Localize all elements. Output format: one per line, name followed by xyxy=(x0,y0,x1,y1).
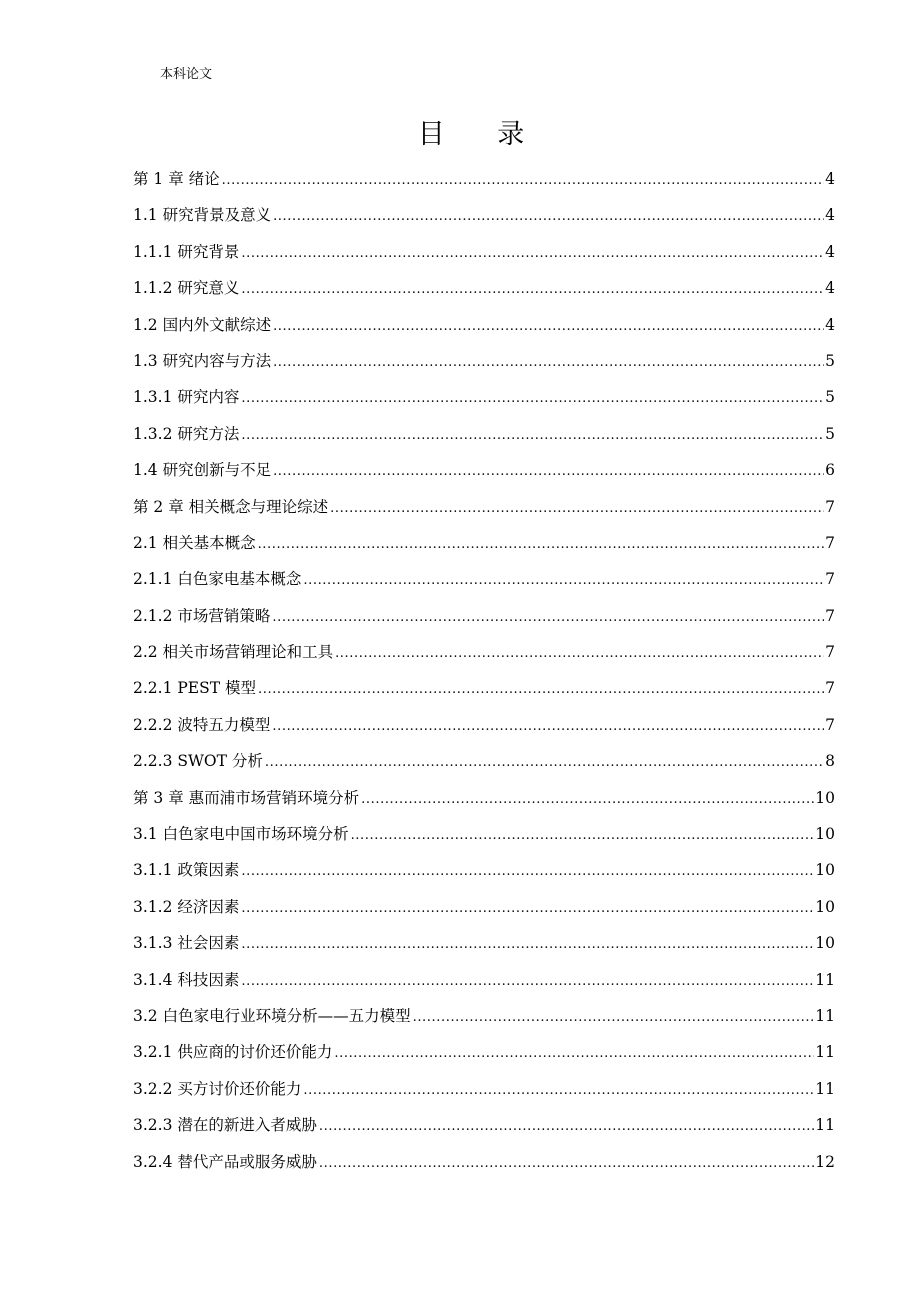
toc-entry-page-number: 7 xyxy=(825,570,835,589)
toc-entry-label: 第 3 章 惠而浦市场营销环境分析 xyxy=(133,788,360,807)
toc-entry-page-number: 7 xyxy=(825,606,835,625)
toc-leader-dots xyxy=(319,1149,814,1179)
toc-entry-page-number: 10 xyxy=(815,788,835,807)
toc-entry[interactable] xyxy=(133,1147,835,1183)
toc-entry-page-number: 5 xyxy=(825,351,835,370)
toc-leader-dots xyxy=(241,275,824,305)
table-of-contents xyxy=(133,164,835,1183)
toc-entry-page-number: 8 xyxy=(825,752,835,771)
toc-entry[interactable] xyxy=(133,382,835,418)
toc-entry-page-number: 4 xyxy=(825,206,835,225)
toc-entry-label: 3.1.3 社会因素 xyxy=(133,934,240,953)
toc-entry-page-number: 10 xyxy=(815,861,835,880)
toc-entry[interactable] xyxy=(133,673,835,709)
toc-entry[interactable] xyxy=(133,310,835,346)
toc-entry[interactable] xyxy=(133,346,835,382)
toc-leader-dots xyxy=(241,421,824,451)
toc-entry-page-number: 5 xyxy=(825,388,835,407)
toc-entry-page-number: 11 xyxy=(815,1116,835,1135)
toc-entry-page-number: 4 xyxy=(825,279,835,298)
toc-entry-label: 3.2.1 供应商的讨价还价能力 xyxy=(133,1043,333,1062)
toc-entry-label: 2.2 相关市场营销理论和工具 xyxy=(133,643,334,662)
toc-entry-page-number: 6 xyxy=(825,461,835,480)
toc-leader-dots xyxy=(351,821,815,851)
toc-entry[interactable] xyxy=(133,1074,835,1110)
toc-entry[interactable] xyxy=(133,200,835,236)
toc-leader-dots xyxy=(273,348,824,378)
toc-entry[interactable] xyxy=(133,455,835,491)
toc-entry-label: 2.1.2 市场营销策略 xyxy=(133,606,271,625)
toc-entry-page-number: 7 xyxy=(825,679,835,698)
toc-entry-page-number: 7 xyxy=(825,643,835,662)
toc-leader-dots xyxy=(241,239,824,269)
page-header: 本科论文 xyxy=(160,67,213,82)
toc-entry-label: 1.3.1 研究内容 xyxy=(133,388,240,407)
toc-entry-page-number: 11 xyxy=(815,1043,835,1062)
toc-entry[interactable] xyxy=(133,1001,835,1037)
toc-entry[interactable] xyxy=(133,528,835,564)
toc-entry-page-number: 7 xyxy=(825,497,835,516)
toc-entry-page-number: 11 xyxy=(815,970,835,989)
toc-entry[interactable] xyxy=(133,855,835,891)
toc-entry-page-number: 11 xyxy=(815,1006,835,1025)
toc-leader-dots xyxy=(241,384,824,414)
toc-entry[interactable] xyxy=(133,564,835,600)
toc-entry-label: 1.1.2 研究意义 xyxy=(133,279,240,298)
toc-entry-label: 3.2 白色家电行业环境分析——五力模型 xyxy=(133,1006,411,1025)
toc-leader-dots xyxy=(258,530,825,560)
toc-leader-dots xyxy=(272,603,824,633)
toc-entry-page-number: 7 xyxy=(825,715,835,734)
toc-leader-dots xyxy=(303,566,824,596)
toc-leader-dots xyxy=(413,1003,815,1033)
toc-entry-page-number: 7 xyxy=(825,533,835,552)
toc-entry-label: 2.2.2 波特五力模型 xyxy=(133,715,271,734)
toc-entry-page-number: 4 xyxy=(825,242,835,261)
toc-entry[interactable] xyxy=(133,492,835,528)
toc-entry[interactable] xyxy=(133,892,835,928)
toc-leader-dots xyxy=(258,675,824,705)
toc-entry-label: 第 2 章 相关概念与理论综述 xyxy=(133,497,329,516)
toc-entry[interactable] xyxy=(133,965,835,1001)
toc-entry[interactable] xyxy=(133,783,835,819)
toc-entry[interactable] xyxy=(133,746,835,782)
toc-entry-label: 2.2.1 PEST 模型 xyxy=(133,679,256,698)
toc-entry-page-number: 10 xyxy=(815,897,835,916)
toc-entry[interactable] xyxy=(133,1037,835,1073)
toc-leader-dots xyxy=(265,748,824,778)
toc-leader-dots xyxy=(361,785,814,815)
toc-entry-label: 1.1.1 研究背景 xyxy=(133,242,240,261)
page-title: 目 录 xyxy=(417,119,547,150)
toc-entry-label: 3.1.1 政策因素 xyxy=(133,861,240,880)
toc-entry[interactable] xyxy=(133,273,835,309)
toc-entry-page-number: 4 xyxy=(825,170,835,188)
toc-leader-dots xyxy=(241,857,814,887)
toc-entry[interactable] xyxy=(133,164,835,200)
toc-entry-label: 3.2.3 潜在的新进入者威胁 xyxy=(133,1116,317,1135)
toc-leader-dots xyxy=(334,1039,814,1069)
toc-entry-label: 第 1 章 绪论 xyxy=(133,170,220,188)
toc-entry-page-number: 11 xyxy=(815,1079,835,1098)
toc-entry[interactable] xyxy=(133,928,835,964)
toc-entry-page-number: 10 xyxy=(815,934,835,953)
toc-entry-page-number: 4 xyxy=(825,315,835,334)
toc-entry[interactable] xyxy=(133,1110,835,1146)
toc-leader-dots xyxy=(273,457,824,487)
toc-entry-page-number: 10 xyxy=(815,825,835,844)
toc-leader-dots xyxy=(330,494,824,524)
toc-entry-label: 2.2.3 SWOT 分析 xyxy=(133,752,263,771)
toc-entry[interactable] xyxy=(133,601,835,637)
toc-entry-label: 3.1.2 经济因素 xyxy=(133,897,240,916)
toc-leader-dots xyxy=(241,894,814,924)
toc-entry-label: 2.1.1 白色家电基本概念 xyxy=(133,570,302,589)
toc-entry-label: 1.3.2 研究方法 xyxy=(133,424,240,443)
toc-entry-label: 3.2.4 替代产品或服务威胁 xyxy=(133,1152,317,1171)
toc-leader-dots xyxy=(241,967,814,997)
toc-leader-dots xyxy=(241,930,814,960)
toc-entry[interactable] xyxy=(133,419,835,455)
toc-leader-dots xyxy=(319,1112,814,1142)
toc-entry[interactable] xyxy=(133,819,835,855)
toc-entry-label: 1.1 研究背景及意义 xyxy=(133,206,272,225)
toc-entry-label: 3.1.4 科技因素 xyxy=(133,970,240,989)
toc-entry[interactable] xyxy=(133,637,835,673)
toc-entry-label: 3.1 白色家电中国市场环境分析 xyxy=(133,825,349,844)
toc-leader-dots xyxy=(273,202,824,232)
toc-entry-page-number: 5 xyxy=(825,424,835,443)
toc-leader-dots xyxy=(222,166,824,196)
toc-entry-label: 1.2 国内外文献综述 xyxy=(133,315,272,334)
toc-entry-label: 1.4 研究创新与不足 xyxy=(133,461,272,480)
toc-entry-label: 1.3 研究内容与方法 xyxy=(133,351,272,370)
toc-entry[interactable] xyxy=(133,237,835,273)
toc-entry[interactable] xyxy=(133,710,835,746)
toc-leader-dots xyxy=(273,312,824,342)
toc-entry-page-number: 12 xyxy=(815,1152,835,1171)
toc-leader-dots xyxy=(272,712,824,742)
toc-entry-label: 2.1 相关基本概念 xyxy=(133,533,256,552)
toc-entry-label: 3.2.2 买方讨价还价能力 xyxy=(133,1079,302,1098)
toc-leader-dots xyxy=(303,1076,814,1106)
toc-leader-dots xyxy=(335,639,824,669)
